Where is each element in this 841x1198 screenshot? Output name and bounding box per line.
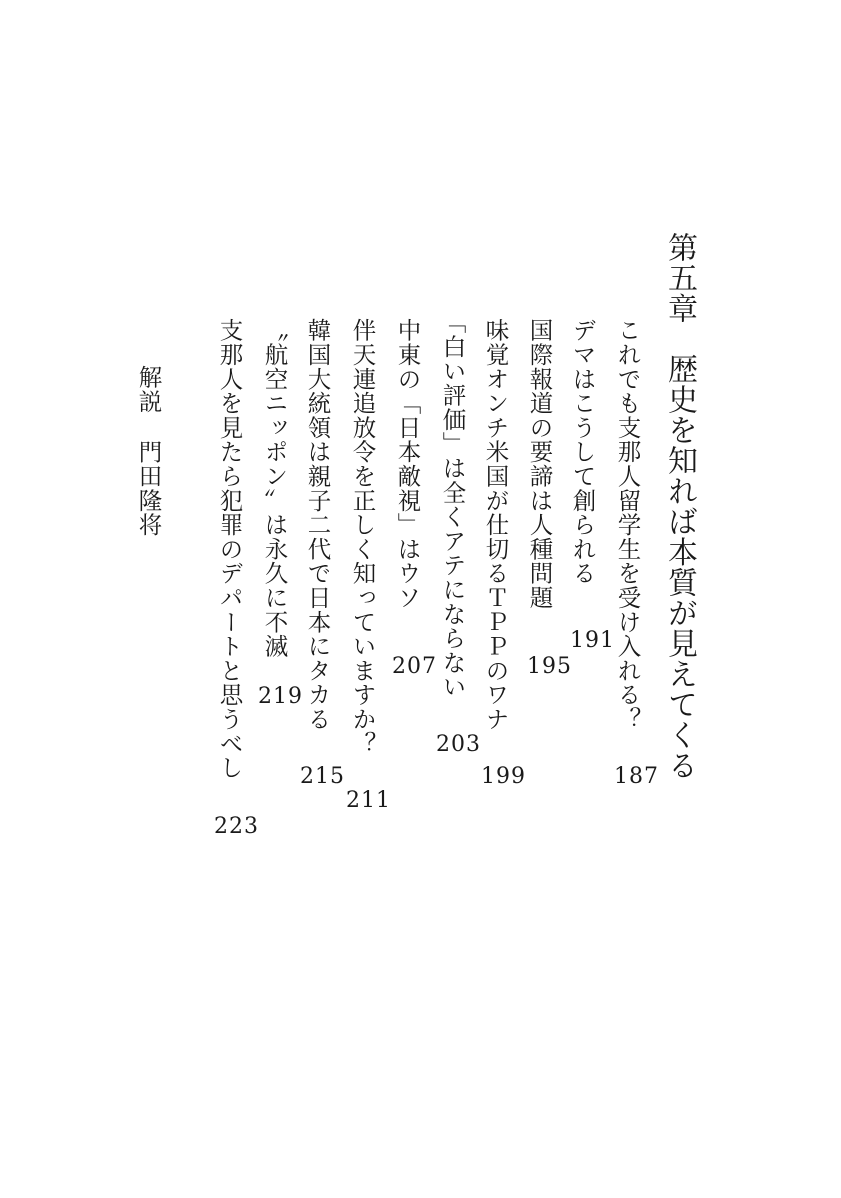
toc-entry[interactable]	[260, 318, 289, 659]
toc-entry[interactable]	[613, 318, 642, 732]
toc-entry-page: 195	[527, 654, 572, 679]
toc-entry-title: 〝航空ニッポン〟は永久に不滅	[260, 318, 289, 659]
toc-entry[interactable]	[438, 310, 467, 699]
toc-entry-page: 215	[300, 764, 345, 789]
toc-entry-page: 223	[214, 814, 259, 839]
toc-entry-page: 219	[258, 684, 303, 709]
chapter-title: 歴史を知れば本質が見えてくる	[662, 353, 697, 781]
toc-entry-title: 国際報道の要諦は人種問題	[525, 318, 554, 610]
toc-entry[interactable]	[348, 318, 377, 756]
toc-entry[interactable]	[215, 318, 244, 780]
toc-entry-page: 187	[614, 764, 659, 789]
toc-entry-page: 191	[570, 628, 615, 653]
chapter-label: 第五章	[662, 232, 697, 324]
toc-entry-page: 203	[436, 732, 481, 757]
toc-entry-title: 味覚オンチ米国が仕切るＴＰＰのワナ	[481, 318, 510, 732]
commentary[interactable]	[134, 365, 163, 537]
toc-entry[interactable]	[303, 318, 332, 732]
chapter-heading	[662, 232, 697, 781]
toc-entry-title: 中東の「日本敵視」はウソ	[393, 318, 422, 610]
toc-entry[interactable]	[568, 318, 597, 586]
toc-entry-title: デマはこうして創られる	[568, 318, 597, 586]
toc-entry[interactable]	[393, 318, 422, 610]
toc-entry-title: 韓国大統領は親子二代で日本にタカる	[303, 318, 332, 732]
toc-entry-title: これでも支那人留学生を受け入れる？	[613, 318, 642, 732]
commentary-label: 解説	[134, 365, 163, 414]
toc-entry[interactable]	[481, 318, 510, 732]
toc-entry-page: 199	[481, 764, 526, 789]
toc-entry-title: 「白い評価」は全くアテにならない	[438, 310, 467, 699]
toc-entry-title: 伴天連追放令を正しく知っていますか？	[348, 318, 377, 756]
toc-entry-title: 支那人を見たら犯罪のデパートと思うべし	[215, 318, 244, 780]
toc-entry-page: 211	[346, 788, 391, 813]
toc-entry[interactable]	[525, 318, 554, 610]
toc-entry-page: 207	[392, 654, 437, 679]
commentary-author: 門田隆将	[134, 439, 163, 537]
